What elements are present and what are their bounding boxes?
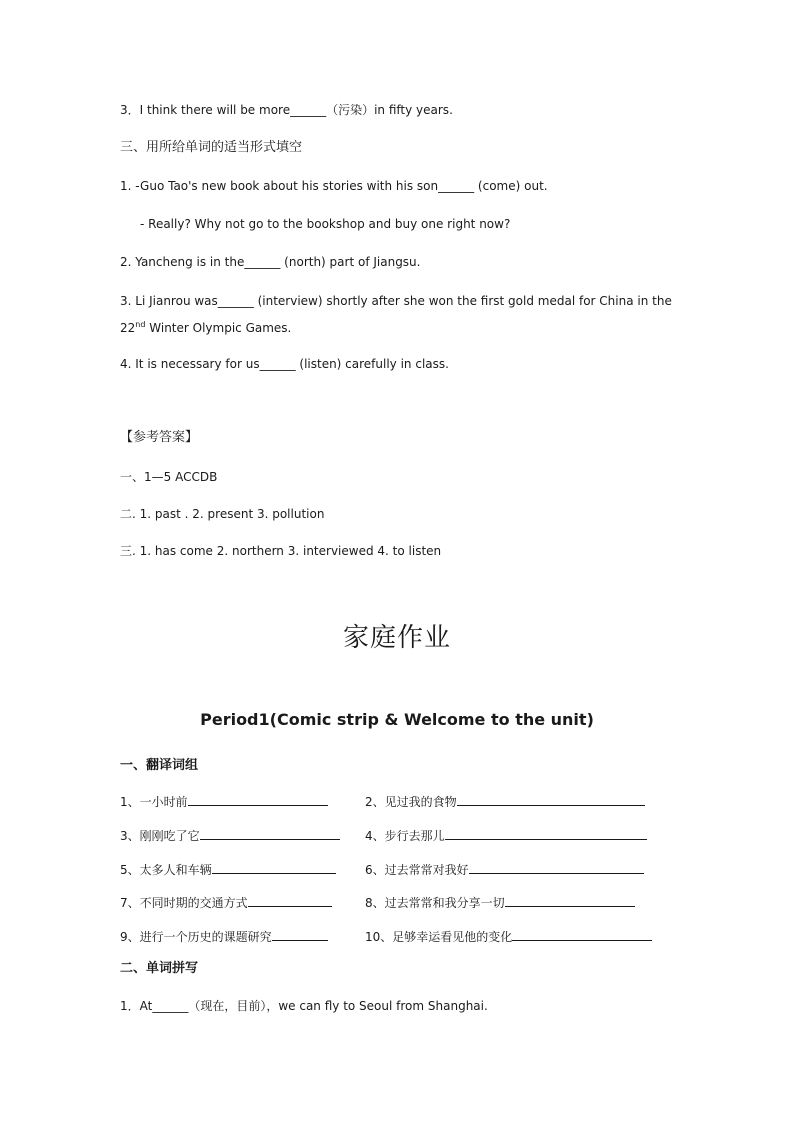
answer-blank [212, 860, 336, 874]
spelling-question-1: 1．At______（现在，目前），we can fly to Seoul from Shanghai. [120, 999, 488, 1013]
answer-line-3: 三. 1. has come 2. northern 3. interviewed 4. to listen [120, 544, 442, 558]
item-label: 9、进行一个历史的课题研究 [120, 930, 272, 944]
answer-blank [272, 927, 328, 941]
item-label: 5、太多人和车辆 [120, 863, 212, 877]
item-label: 6、过去常常对我好 [365, 863, 469, 877]
period-heading: Period1(Comic strip & Welcome to the unit) [200, 710, 594, 729]
answer-line-1: 一、1—5 ACCDB [120, 470, 218, 484]
item-label: 7、不同时期的交通方式 [120, 896, 248, 910]
question-3-pollution: 3．I think there will be more______（污染）in fifty years. [120, 103, 453, 117]
translate-item-2 [365, 792, 645, 810]
item-label: 1、一小时前 [120, 795, 188, 809]
answer-line-2: 二. 1. past . 2. present 3. pollution [120, 507, 325, 521]
fill-question-1: 1. -Guo Tao's new book about his stories with his son______ (come) out. [120, 179, 548, 193]
translate-item-1 [120, 792, 328, 810]
translate-item-8 [365, 893, 635, 911]
item-label: 10、足够幸运看见他的变化 [365, 930, 513, 944]
translate-item-4 [365, 826, 647, 844]
homework-title: 家庭作业 [342, 623, 451, 653]
spelling-section-heading: 二、单词拼写 [120, 961, 199, 976]
ordinal-suffix: nd [135, 320, 146, 329]
answer-blank [445, 826, 647, 840]
translate-item-10 [365, 927, 652, 945]
answer-blank [200, 826, 340, 840]
answer-blank [469, 860, 644, 874]
translate-item-5 [120, 860, 336, 878]
fill-question-1-reply: - Really? Why not go to the bookshop and buy one right now? [140, 217, 511, 231]
answer-blank [512, 927, 652, 941]
item-label: 2、见过我的食物 [365, 795, 457, 809]
section-3-heading: 三、用所给单词的适当形式填空 [120, 140, 303, 155]
fill-question-2: 2. Yancheng is in the______ (north) part of Jiangsu. [120, 255, 421, 269]
item-label: 4、步行去那儿 [365, 829, 445, 843]
answer-blank [248, 893, 332, 907]
answers-heading: 【参考答案】 [120, 430, 199, 445]
games-name: Winter Olympic Games. [145, 321, 292, 335]
ordinal-number: 22 [120, 321, 136, 335]
translate-item-3 [120, 826, 340, 844]
fill-question-3-line1: 3. Li Jianrou was______ (interview) shortly after she won the first gold medal for China in the [120, 294, 672, 308]
answer-blank [505, 893, 635, 907]
translate-item-9 [120, 927, 328, 945]
fill-question-3-line2 [120, 317, 291, 336]
translate-item-6 [365, 860, 644, 878]
item-label: 3、刚刚吃了它 [120, 829, 200, 843]
translate-section-heading: 一、翻译词组 [120, 758, 199, 773]
answer-blank [188, 792, 328, 806]
translate-item-7 [120, 893, 332, 911]
fill-question-4: 4. It is necessary for us______ (listen) carefully in class. [120, 357, 449, 371]
item-label: 8、过去常常和我分享一切 [365, 896, 505, 910]
answer-blank [457, 792, 645, 806]
